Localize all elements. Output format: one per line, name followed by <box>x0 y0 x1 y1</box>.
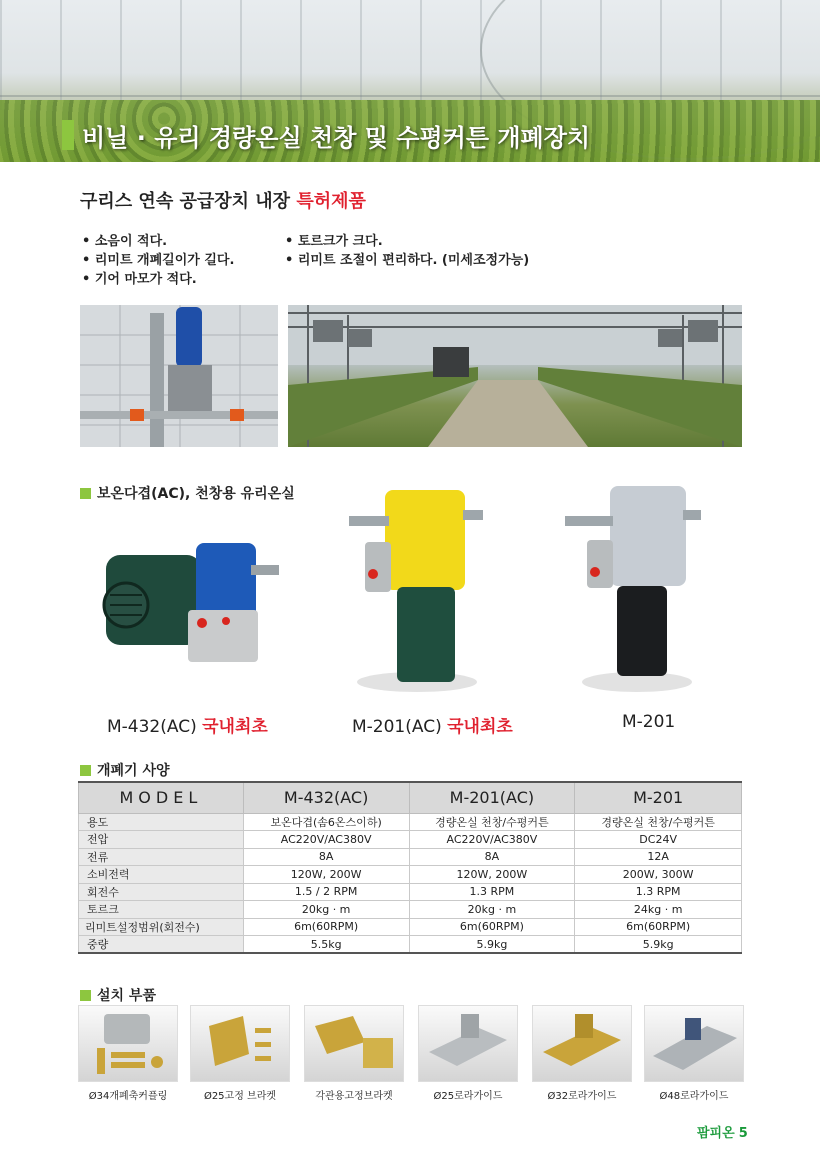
section-heading-parts: 설치 부품 <box>80 985 156 1005</box>
part-caption: Ø25고정 브라켓 <box>203 1091 277 1102</box>
product-label-m201ac: M-201(AC) 국내최초 <box>352 717 513 737</box>
product-label-m432ac: M-432(AC) 국내최초 <box>107 717 268 737</box>
spec-header-row <box>79 782 742 813</box>
part-caption: Ø32로라가이드 <box>547 1091 617 1102</box>
part-image-25-roller-guide <box>418 1005 518 1082</box>
spec-table <box>78 781 742 954</box>
subtitle-highlight: 특허제품 <box>296 191 366 212</box>
part-caption: Ø48로라가이드 <box>659 1091 729 1102</box>
part-caption: Ø34개폐축커플링 <box>88 1091 168 1102</box>
page-title: 비닐 · 유리 경량온실 천창 및 수평커튼 개폐장치 <box>82 124 591 152</box>
table-row: 리미트설정범위(회전수) 6m(60RPM) 6m(60RPM) 6m(60RPM) <box>79 918 742 936</box>
spec-header-col: M-201(AC) <box>409 782 575 813</box>
product-image-m432ac <box>96 535 286 670</box>
footer <box>697 1122 748 1141</box>
spec-header-col: M-201 <box>575 782 742 813</box>
bullet-square-icon <box>80 765 91 776</box>
product-image-m201 <box>565 482 705 697</box>
product-label-m201: M-201 <box>622 712 676 732</box>
section-heading-products: 보온다겹(AC), 천창용 유리온실 <box>80 483 295 503</box>
table-row: 전류 8A 8A 12A <box>79 848 742 866</box>
part-image-coupling <box>78 1005 178 1082</box>
table-row: 중량 5.5kg 5.9kg 5.9kg <box>79 936 742 954</box>
part-image-48-roller-guide <box>644 1005 744 1082</box>
table-row: 소비전력 120W, 200W 120W, 200W 200W, 300W <box>79 866 742 884</box>
part-caption: 각관용고정브라켓 <box>315 1091 393 1102</box>
title-accent-bar <box>62 120 74 150</box>
part-caption: Ø25로라가이드 <box>433 1091 503 1102</box>
feature-item: • 토르크가 크다. <box>285 234 383 249</box>
feature-item: • 소음이 적다. <box>82 234 168 249</box>
greenhouse-interior-photo <box>288 305 742 447</box>
footer-brand: 팜피온 <box>697 1126 735 1141</box>
bullet-square-icon <box>80 990 91 1001</box>
table-row: 전압 AC220V/AC380V AC220V/AC380V DC24V <box>79 831 742 849</box>
section-heading-spec: 개폐기 사양 <box>80 760 170 780</box>
feature-item: • 기어 마모가 적다. <box>82 272 197 287</box>
part-image-32-roller-guide <box>532 1005 632 1082</box>
part-image-square-bracket <box>304 1005 404 1082</box>
part-image-25-bracket <box>190 1005 290 1082</box>
subtitle-main: 구리스 연속 공급장치 내장 <box>80 191 297 212</box>
table-row: 회전수 1.5 / 2 RPM 1.3 RPM 1.3 RPM <box>79 883 742 901</box>
motor-install-photo <box>80 305 278 447</box>
page-number: 5 <box>738 1126 748 1141</box>
product-image-m201ac <box>345 482 485 697</box>
feature-item: • 리미트 조절이 편리하다. (미세조정가능) <box>285 253 530 268</box>
bullet-square-icon <box>80 488 91 499</box>
subtitle <box>80 187 366 213</box>
spec-header-model: MODEL <box>79 782 244 813</box>
table-row: 용도 보온다겹(솜6온스이하) 경량온실 천창/수평커튼 경량온실 천창/수평커튼 <box>79 813 742 831</box>
spec-header-col: M-432(AC) <box>243 782 409 813</box>
feature-item: • 리미트 개폐길이가 길다. <box>82 253 235 268</box>
table-row: 토르크 20kg · m 20kg · m 24kg · m <box>79 901 742 919</box>
